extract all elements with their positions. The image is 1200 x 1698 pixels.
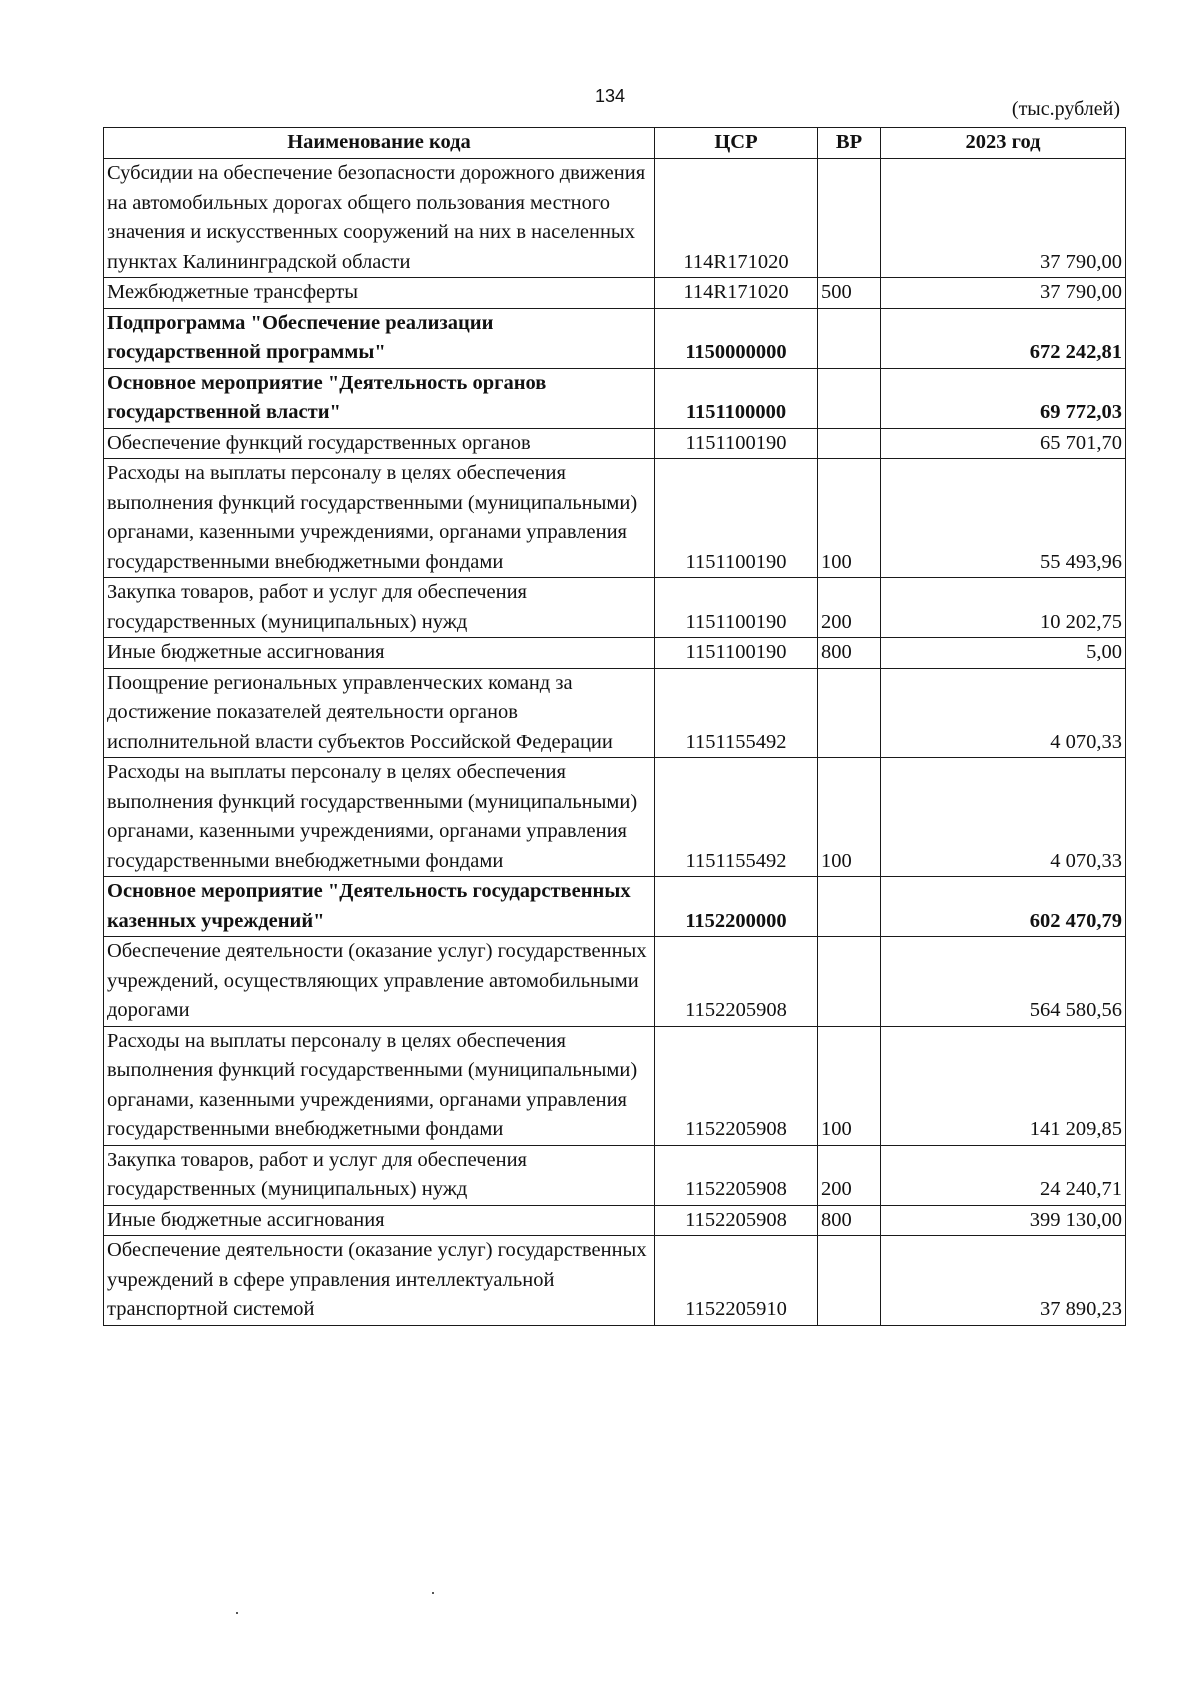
row-name-cell: Расходы на выплаты персоналу в целях обеспечения выполнения функций государственными (муниципальными) органами, казенными учреждениями, органами управления государственными внебюджетными фондами	[104, 758, 655, 877]
row-name-cell: Иные бюджетные ассигнования	[104, 1205, 655, 1236]
row-csr-cell: 1151100190	[655, 578, 818, 638]
table-body	[104, 159, 1126, 1326]
row-amount-cell: 4 070,33	[881, 758, 1126, 877]
row-amount-cell: 4 070,33	[881, 668, 1126, 758]
row-name-cell: Расходы на выплаты персоналу в целях обеспечения выполнения функций государственными (муниципальными) органами, казенными учреждениями, органами управления государственными внебюджетными фондами	[104, 459, 655, 578]
header-year: 2023 год	[881, 128, 1126, 159]
row-name-cell: Подпрограмма "Обеспечение реализации государственной программы"	[104, 308, 655, 368]
budget-table	[103, 127, 1126, 1326]
row-name-cell: Поощрение региональных управленческих команд за достижение показателей деятельности органов исполнительной власти субъектов Российской Федерации	[104, 668, 655, 758]
scan-speck	[236, 1612, 238, 1614]
row-name-cell: Обеспечение деятельности (оказание услуг) государственных учреждений в сфере управления интеллектуальной транспортной системой	[104, 1236, 655, 1326]
row-vr-cell	[818, 159, 881, 278]
row-csr-cell: 1152205910	[655, 1236, 818, 1326]
row-vr-cell	[818, 668, 881, 758]
row-name-cell: Обеспечение деятельности (оказание услуг) государственных учреждений, осуществляющих управление автомобильными дорогами	[104, 937, 655, 1027]
table-row	[104, 1205, 1126, 1236]
row-vr-cell: 100	[818, 758, 881, 877]
row-csr-cell: 114R171020	[655, 278, 818, 309]
row-vr-cell: 100	[818, 1026, 881, 1145]
table-row	[104, 758, 1126, 877]
row-amount-cell: 37 790,00	[881, 278, 1126, 309]
row-amount-cell: 24 240,71	[881, 1145, 1126, 1205]
row-csr-cell: 114R171020	[655, 159, 818, 278]
row-name-cell: Обеспечение функций государственных органов	[104, 428, 655, 459]
header-name: Наименование кода	[104, 128, 655, 159]
row-amount-cell: 37 890,23	[881, 1236, 1126, 1326]
row-name-cell: Основное мероприятие "Деятельность государственных казенных учреждений"	[104, 877, 655, 937]
row-csr-cell: 1152205908	[655, 1205, 818, 1236]
units-label: (тыс.рублей)	[1011, 98, 1120, 120]
table-row	[104, 1236, 1126, 1326]
row-vr-cell	[818, 428, 881, 459]
header-vr: ВР	[818, 128, 881, 159]
table-row	[104, 428, 1126, 459]
row-vr-cell: 100	[818, 459, 881, 578]
row-amount-cell: 5,00	[881, 638, 1126, 669]
page-number: 134	[594, 86, 626, 106]
row-csr-cell: 1151155492	[655, 758, 818, 877]
row-amount-cell: 672 242,81	[881, 308, 1126, 368]
table-row	[104, 1026, 1126, 1145]
row-name-cell: Основное мероприятие "Деятельность органов государственной власти"	[104, 368, 655, 428]
table-row	[104, 368, 1126, 428]
table-row	[104, 877, 1126, 937]
table-row	[104, 578, 1126, 638]
row-vr-cell: 200	[818, 578, 881, 638]
table-row	[104, 308, 1126, 368]
row-vr-cell: 500	[818, 278, 881, 309]
row-vr-cell	[818, 877, 881, 937]
table-row	[104, 638, 1126, 669]
row-csr-cell: 1151100000	[655, 368, 818, 428]
row-vr-cell: 200	[818, 1145, 881, 1205]
row-amount-cell: 65 701,70	[881, 428, 1126, 459]
table-row	[104, 668, 1126, 758]
row-name-cell: Иные бюджетные ассигнования	[104, 638, 655, 669]
row-vr-cell	[818, 368, 881, 428]
row-amount-cell: 564 580,56	[881, 937, 1126, 1027]
row-amount-cell: 37 790,00	[881, 159, 1126, 278]
row-csr-cell: 1152205908	[655, 937, 818, 1027]
row-amount-cell: 10 202,75	[881, 578, 1126, 638]
row-csr-cell: 1152205908	[655, 1145, 818, 1205]
row-csr-cell: 1152200000	[655, 877, 818, 937]
row-vr-cell	[818, 1236, 881, 1326]
row-name-cell: Субсидии на обеспечение безопасности дорожного движения на автомобильных дорогах общего пользования местного значения и искусственных сооружений на них в населенных пунктах Калининградской области	[104, 159, 655, 278]
row-vr-cell: 800	[818, 1205, 881, 1236]
table-row	[104, 278, 1126, 309]
row-csr-cell: 1151100190	[655, 428, 818, 459]
row-amount-cell: 141 209,85	[881, 1026, 1126, 1145]
row-name-cell: Закупка товаров, работ и услуг для обеспечения государственных (муниципальных) нужд	[104, 578, 655, 638]
row-vr-cell	[818, 937, 881, 1027]
row-vr-cell: 800	[818, 638, 881, 669]
table-header-row	[104, 128, 1126, 159]
table-row	[104, 459, 1126, 578]
row-name-cell: Межбюджетные трансферты	[104, 278, 655, 309]
table-row	[104, 159, 1126, 278]
scan-speck	[432, 1592, 434, 1594]
row-amount-cell: 69 772,03	[881, 368, 1126, 428]
row-amount-cell: 399 130,00	[881, 1205, 1126, 1236]
table-row	[104, 937, 1126, 1027]
row-amount-cell: 602 470,79	[881, 877, 1126, 937]
table-row	[104, 1145, 1126, 1205]
row-csr-cell: 1150000000	[655, 308, 818, 368]
row-vr-cell	[818, 308, 881, 368]
header-csr: ЦСР	[655, 128, 818, 159]
row-name-cell: Расходы на выплаты персоналу в целях обеспечения выполнения функций государственными (муниципальными) органами, казенными учреждениями, органами управления государственными внебюджетными фондами	[104, 1026, 655, 1145]
row-csr-cell: 1151155492	[655, 668, 818, 758]
row-amount-cell: 55 493,96	[881, 459, 1126, 578]
row-csr-cell: 1151100190	[655, 459, 818, 578]
row-csr-cell: 1151100190	[655, 638, 818, 669]
row-csr-cell: 1152205908	[655, 1026, 818, 1145]
row-name-cell: Закупка товаров, работ и услуг для обеспечения государственных (муниципальных) нужд	[104, 1145, 655, 1205]
